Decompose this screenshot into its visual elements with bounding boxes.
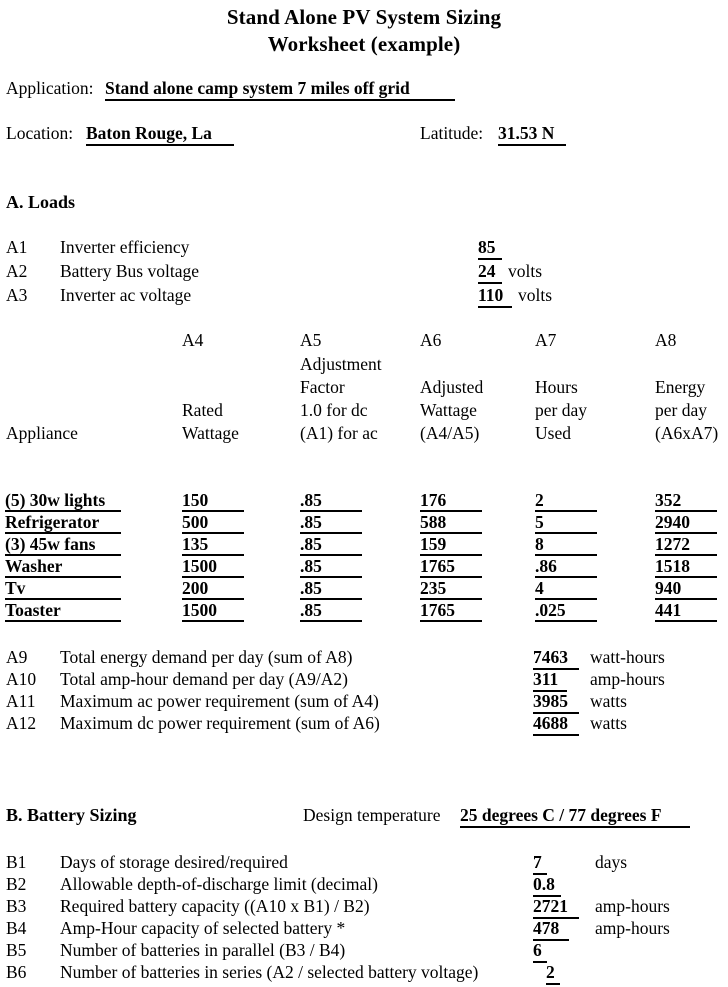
column-header-a6-line4: (A4/A5)	[420, 423, 480, 443]
column-code-a6: A6	[420, 330, 442, 350]
table-cell-a6[interactable]: 1765	[420, 556, 482, 578]
table-cell-a8[interactable]: 940	[655, 578, 717, 600]
table-row[interactable]: Refrigerator	[5, 512, 121, 534]
table-cell-a8[interactable]: 441	[655, 600, 717, 622]
location-value[interactable]: Baton Rouge, La	[86, 123, 234, 146]
row-value-a1[interactable]: 85	[478, 237, 502, 260]
table-cell-a5[interactable]: .85	[300, 534, 362, 556]
row-description-a9: Total energy demand per day (sum of A8)	[60, 647, 353, 667]
table-row[interactable]: Tv	[5, 578, 121, 600]
title-line-1: Stand Alone PV System Sizing	[226, 5, 502, 29]
row-unit-a3: volts	[518, 285, 553, 305]
table-cell-a6[interactable]: 235	[420, 578, 482, 600]
column-code-a8: A8	[655, 330, 677, 350]
column-header-a5-line3: 1.0 for dc	[300, 400, 368, 420]
row-code-b5: B5	[6, 940, 27, 960]
design-temperature-label: Design temperature	[303, 805, 441, 825]
row-code-a9: A9	[6, 647, 28, 667]
table-cell-a4[interactable]: 150	[182, 490, 244, 512]
row-code-a1: A1	[6, 237, 28, 257]
table-row[interactable]: Toaster	[5, 600, 121, 622]
row-description-a11: Maximum ac power requirement (sum of A4)	[60, 691, 379, 711]
row-unit-a2: volts	[508, 261, 543, 281]
table-cell-a6[interactable]: 159	[420, 534, 482, 556]
row-unit-b3: amp-hours	[595, 896, 670, 916]
location-label: Location:	[6, 123, 74, 143]
application-value[interactable]: Stand alone camp system 7 miles off grid	[105, 78, 455, 101]
table-cell-a4[interactable]: 500	[182, 512, 244, 534]
table-cell-a7[interactable]: .86	[535, 556, 597, 578]
row-unit-b1: days	[595, 852, 628, 872]
row-code-b2: B2	[6, 874, 27, 894]
row-code-b4: B4	[6, 918, 27, 938]
row-unit-a12: watts	[590, 713, 627, 733]
row-code-b3: B3	[6, 896, 27, 916]
column-header-a8-line4: (A6xA7)	[655, 423, 719, 443]
row-description-b1: Days of storage desired/required	[60, 852, 288, 872]
column-code-a7: A7	[535, 330, 557, 350]
table-row[interactable]: (5) 30w lights	[5, 490, 121, 512]
column-header-a5-line4: (A1) for ac	[300, 423, 378, 443]
row-value-a3[interactable]: 110	[478, 285, 512, 308]
table-cell-a6[interactable]: 1765	[420, 600, 482, 622]
table-cell-a4[interactable]: 135	[182, 534, 244, 556]
row-description-b5: Number of batteries in parallel (B3 / B4)	[60, 940, 346, 960]
row-value-a10[interactable]: 311	[533, 669, 567, 692]
column-code-a4: A4	[182, 330, 204, 350]
row-value-a2[interactable]: 24	[478, 261, 502, 284]
table-cell-a5[interactable]: .85	[300, 490, 362, 512]
latitude-label: Latitude:	[420, 123, 484, 143]
column-header-a4-line4: Wattage	[182, 423, 239, 443]
row-code-b1: B1	[6, 852, 27, 872]
table-cell-a7[interactable]: .025	[535, 600, 597, 622]
column-header-a6-line2: Adjusted	[420, 377, 484, 397]
row-code-a12: A12	[6, 713, 37, 733]
row-unit-b4: amp-hours	[595, 918, 670, 938]
row-value-b3[interactable]: 2721	[533, 896, 579, 919]
column-code-a5: A5	[300, 330, 322, 350]
row-code-a10: A10	[6, 669, 37, 689]
column-header-a8-line2: Energy	[655, 377, 706, 397]
table-cell-a5[interactable]: .85	[300, 600, 362, 622]
row-code-a2: A2	[6, 261, 28, 281]
table-cell-a7[interactable]: 5	[535, 512, 597, 534]
row-description-b2: Allowable depth-of-discharge limit (decimal)	[60, 874, 378, 894]
table-cell-a8[interactable]: 2940	[655, 512, 717, 534]
title-line-2: Worksheet (example)	[267, 32, 461, 56]
section-b-heading: B. Battery Sizing	[6, 805, 137, 825]
table-cell-a5[interactable]: .85	[300, 556, 362, 578]
column-header-a5-line1: Adjustment	[300, 354, 382, 374]
latitude-value[interactable]: 31.53 N	[498, 123, 566, 146]
row-value-b5[interactable]: 6	[533, 940, 547, 963]
table-cell-a6[interactable]: 176	[420, 490, 482, 512]
table-cell-a8[interactable]: 1272	[655, 534, 717, 556]
column-header-a7-line3: per day	[535, 400, 587, 420]
table-cell-a8[interactable]: 352	[655, 490, 717, 512]
row-description-b4: Amp-Hour capacity of selected battery *	[60, 918, 346, 938]
table-cell-a5[interactable]: .85	[300, 578, 362, 600]
column-header-a7-line4: Used	[535, 423, 571, 443]
row-value-a12[interactable]: 4688	[533, 713, 579, 736]
row-value-b6[interactable]: 2	[546, 962, 560, 985]
table-cell-a4[interactable]: 1500	[182, 556, 244, 578]
document-title	[0, 4, 728, 58]
row-description-a10: Total amp-hour demand per day (A9/A2)	[60, 669, 348, 689]
row-unit-a9: watt-hours	[590, 647, 665, 667]
column-header-a6-line3: Wattage	[420, 400, 477, 420]
section-a-heading: A. Loads	[6, 192, 76, 212]
design-temperature-value[interactable]: 25 degrees C / 77 degrees F	[460, 805, 690, 828]
row-value-b2[interactable]: 0.8	[533, 874, 561, 897]
column-header-a7-line2: Hours	[535, 377, 578, 397]
column-header-a4-line3: Rated	[182, 400, 223, 420]
table-cell-a8[interactable]: 1518	[655, 556, 717, 578]
row-value-b1[interactable]: 7	[533, 852, 547, 875]
table-cell-a6[interactable]: 588	[420, 512, 482, 534]
row-code-b6: B6	[6, 962, 27, 982]
table-cell-a7[interactable]: 4	[535, 578, 597, 600]
column-header-appliance: Appliance	[6, 423, 78, 443]
row-unit-a11: watts	[590, 691, 627, 711]
row-value-b4[interactable]: 478	[533, 918, 569, 941]
row-description-b6: Number of batteries in series (A2 / selected battery voltage)	[60, 962, 479, 982]
table-cell-a7[interactable]: 8	[535, 534, 597, 556]
row-description-a2: Battery Bus voltage	[60, 261, 200, 281]
column-header-a5-line2: Factor	[300, 377, 345, 397]
table-row[interactable]: (3) 45w fans	[5, 534, 121, 556]
table-row[interactable]: Washer	[5, 556, 121, 578]
row-value-a11[interactable]: 3985	[533, 691, 579, 714]
row-code-a3: A3	[6, 285, 28, 305]
row-description-a1: Inverter efficiency	[60, 237, 190, 257]
table-cell-a5[interactable]: .85	[300, 512, 362, 534]
column-header-a8-line3: per day	[655, 400, 707, 420]
row-code-a11: A11	[6, 691, 36, 711]
table-cell-a4[interactable]: 1500	[182, 600, 244, 622]
row-description-b3: Required battery capacity ((A10 x B1) / B2)	[60, 896, 370, 916]
table-cell-a4[interactable]: 200	[182, 578, 244, 600]
application-label: Application:	[6, 78, 94, 98]
row-unit-a10: amp-hours	[590, 669, 665, 689]
row-description-a12: Maximum dc power requirement (sum of A6)	[60, 713, 380, 733]
table-cell-a7[interactable]: 2	[535, 490, 597, 512]
row-description-a3: Inverter ac voltage	[60, 285, 192, 305]
row-value-a9[interactable]: 7463	[533, 647, 579, 670]
